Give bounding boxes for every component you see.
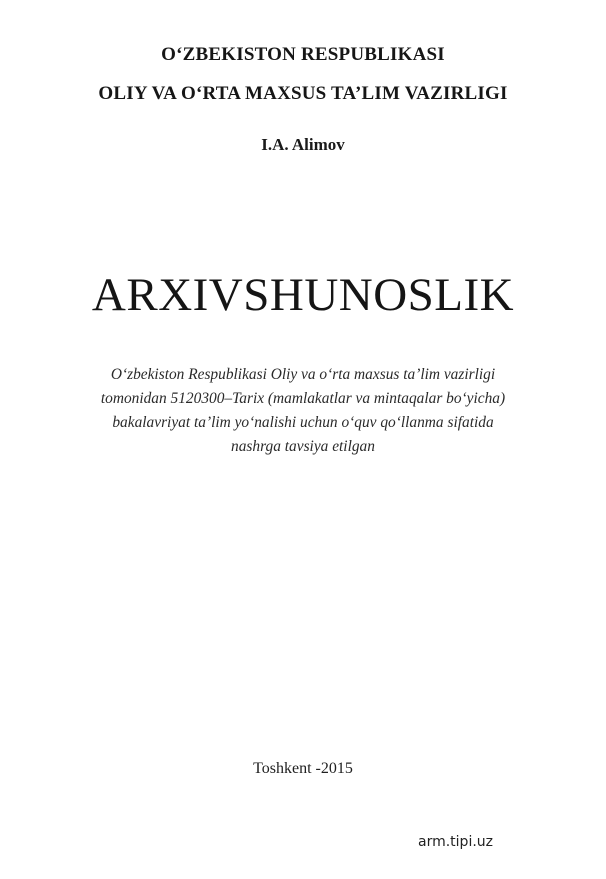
- publication-place-year: Toshkent -2015: [253, 760, 353, 777]
- recommendation-line: tomonidan 5120300–Tarix (mamlakatlar va mintaqalar bo‘yicha): [100, 390, 506, 407]
- recommendation-text: [50, 363, 556, 459]
- ministry-line-2: OLIY VA O‘RTA MAXSUS TA’LIM VAZIRLIGI: [98, 83, 508, 104]
- recommendation-line: O‘zbekiston Respublikasi Oliy va o‘rta maxsus ta’lim vazirligi: [110, 366, 496, 383]
- ministry-line-1: O‘ZBEKISTON RESPUBLIKASI: [161, 44, 445, 65]
- recommendation-line: nashrga tavsiya etilgan: [231, 438, 375, 455]
- author-name: I.A. Alimov: [261, 135, 345, 154]
- book-title: ARXIVSHUNOSLIK: [91, 269, 515, 321]
- recommendation-line: bakalavriyat ta’lim yo‘nalishi uchun o‘quv qo‘llanma sifatida: [112, 414, 494, 431]
- source-watermark: arm.tipi.uz: [418, 834, 494, 850]
